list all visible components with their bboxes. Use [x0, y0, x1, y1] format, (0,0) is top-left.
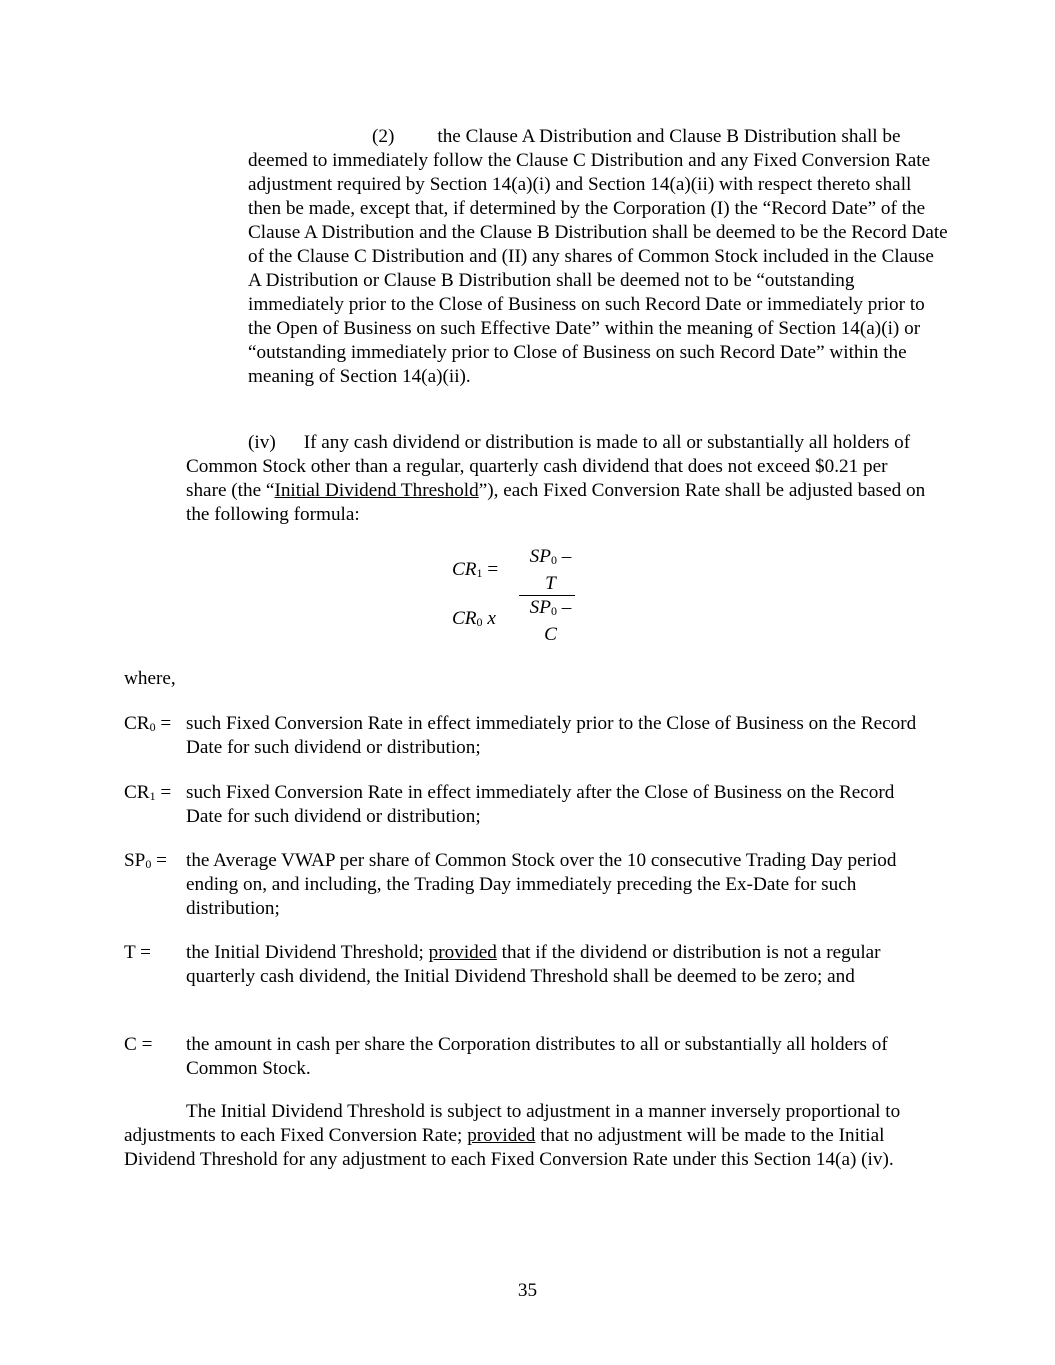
paragraph-iv [186, 431, 926, 527]
formula-lhs-cr0: $CR_0$ x [452, 608, 496, 629]
definition-term: $CR_0$ = [124, 713, 172, 734]
paragraph-iv-label: (iv) [248, 432, 276, 453]
formula-denominator: $SP_0$ – C [529, 597, 572, 645]
defined-term-provided: provided [428, 942, 497, 963]
paragraph-2 [248, 125, 948, 389]
final-paragraph: The Initial Dividend Threshold is subject to adjustment in a manner inversely proportional to adjustments to each Fixed Conversion Rate; provided that no adjustment will be made to the Initial Dividend Threshold for any adjustment to each Fixed Conversion Rate under this Section 14(a) (iv). [124, 1101, 901, 1170]
formula-numerator: $SP_0$ – T [529, 546, 572, 594]
definition-text: such Fixed Conversion Rate in effect immediately after the Close of Business on the Record Date for such dividend or distribution; [186, 782, 895, 827]
definition-text: the Average VWAP per share of Common Stock over the 10 consecutive Trading Day period ending on, and including, the Trading Day immediately preceding the Ex-Date for such distribution; [186, 850, 897, 919]
definition-cr0 [124, 712, 934, 760]
page-number: 35 [517, 1280, 538, 1301]
definition-sp0 [124, 849, 934, 921]
paragraph-2-text: the Clause A Distribution and Clause B Distribution shall be deemed to immediately follow the Clause C Distribution and any Fixed Conversion Rate adjustment required by Section 14(a)(i) and Section 14(a)(ii) with respect thereto shall then be made, except that, if determined by the Corporation (I) the “Record Date” of the Clause A Distribution and the Clause B Distribution shall be deemed to be the Record Date of the Clause C Distribution and (II) any shares of Common Stock included in the Clause A Distribution or Clause B Distribution shall be deemed not to be “outstanding immediately prior to the Close of Business on such Record Date or immediately prior to the Open of Business on such Effective Date” within the meaning of Section 14(a)(i) or “outstanding immediately prior to Close of Business on such Record Date” within the meaning of Section 14(a)(ii). [248, 126, 948, 387]
definition-text: the amount in cash per share the Corporation distributes to all or substantially all holders of Common Stock. [186, 1034, 888, 1079]
defined-term-initial-dividend-threshold: Initial Dividend Threshold [274, 480, 479, 501]
definition-text: the Initial Dividend Threshold; provided that if the dividend or distribution is not a regular quarterly cash dividend, the Initial Dividend Threshold shall be deemed to be zero; and [186, 942, 881, 987]
definition-term: C = [124, 1034, 153, 1055]
defined-term-provided: provided [467, 1125, 536, 1146]
definition-text: such Fixed Conversion Rate in effect immediately prior to the Close of Business on the Record Date for such dividend or distribution; [186, 713, 917, 758]
paragraph-2-label: (2) [372, 126, 395, 147]
where-label: where, [124, 668, 176, 689]
definition-cr1 [124, 781, 934, 829]
adjustment-formula [445, 545, 585, 645]
definition-t [124, 941, 934, 989]
formula-lhs-cr1: $CR_1$ = [452, 559, 499, 580]
paragraph-iv-text-b: ”), each Fixed Conversion Rate shall be adjusted based on the following formula: [186, 480, 926, 525]
definition-term: $SP_0$ = [124, 850, 167, 871]
definition-c [124, 1033, 934, 1081]
definition-term: $CR_1$ = [124, 782, 172, 803]
paragraph-iv-text-a: If any cash dividend or distribution is made to all or substantially all holders of Common Stock other than a regular, quarterly cash dividend that does not exceed $0.21 per share (the “ [186, 432, 911, 501]
definition-term: T = [124, 942, 151, 963]
